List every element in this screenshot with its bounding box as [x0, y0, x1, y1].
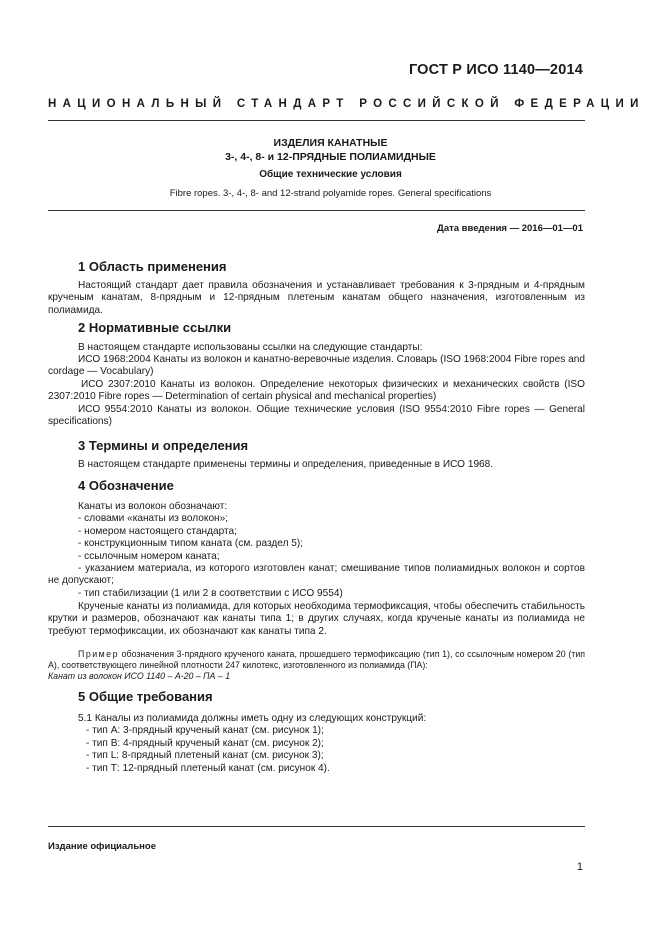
- construction-type-item: [48, 750, 585, 762]
- reference-iso-2307-text: ИСО 2307:2010 Канаты из волокон. Определение некоторых физических и механических свойств (ISO 2307:2010 Fibre ropes — Determination of certain physical and mechanical properties): [48, 379, 585, 403]
- header-divider: [48, 120, 585, 121]
- title-divider: [48, 210, 585, 211]
- section-1-heading: 1 Область применения: [78, 259, 227, 274]
- designation-item: [48, 526, 585, 538]
- construction-type-item: [48, 738, 585, 750]
- reference-iso-1968-text: ИСО 1968:2004 Канаты из волокон и канатно-веревочные изделия. Словарь (ISO 1968:2004 Fibre ropes and cordage — Vocabulary): [48, 354, 585, 378]
- designation-item-text: - указанием материала, из которого изготовлен канат; смешивание типов полиамидных волокон и сортов не допускают;: [48, 563, 585, 587]
- reference-iso-9554: [48, 404, 585, 429]
- document-title-line2: 3-, 4-, 8- и 12-ПРЯДНЫЕ ПОЛИАМИДНЫЕ: [225, 151, 436, 163]
- english-title: Fibre ropes. 3-, 4-, 8- and 12-strand polyamide ropes. General specifications: [169, 188, 492, 199]
- section-5-heading: 5 Общие требования: [78, 689, 213, 704]
- section-2-intro: [48, 342, 585, 354]
- section-4-intro-text: Канаты из волокон обозначают:: [78, 501, 228, 512]
- section-1-text: [48, 280, 585, 317]
- designation-item-text: - тип стабилизации (1 или 2 в соответствии с ИСО 9554): [78, 588, 343, 599]
- designation-item: [48, 551, 585, 563]
- introduction-date: Дата введения — 2016—01—01: [437, 223, 583, 234]
- section-5-intro: [48, 713, 585, 725]
- section-4-intro: [48, 501, 585, 513]
- construction-type-item: [48, 763, 585, 775]
- section-2-heading: 2 Нормативные ссылки: [78, 320, 232, 335]
- designation-item: [48, 563, 585, 588]
- construction-type-item: [48, 725, 585, 737]
- standard-code: ГОСТ Р ИСО 1140—2014: [408, 62, 583, 78]
- official-edition-label: Издание официальное: [48, 841, 156, 852]
- designation-item-text: - словами «канаты из волокон»;: [78, 513, 229, 524]
- reference-iso-9554-text: ИСО 9554:2010 Канаты из волокон. Общие технические условия (ISO 9554:2010 Fibre ropes — General specifications): [48, 404, 585, 428]
- example-text: обозначения 3-прядного крученого каната, прошедшего термофиксацию (тип 1), со ссылочным номером 20 (тип А), соответствующего линейной плотности 247 килотекс, изготовленного из полиамида (ПА):: [48, 649, 585, 670]
- footer-divider: [48, 826, 585, 827]
- construction-type-text: - тип В: 4-прядный крученый канат (см. рисунок 2);: [86, 738, 324, 749]
- section-4-heading: 4 Обозначение: [78, 478, 174, 493]
- reference-iso-2307: [48, 379, 585, 404]
- page-number: 1: [576, 861, 583, 873]
- designation-example: [48, 649, 585, 671]
- section-3-heading: 3 Термины и определения: [78, 438, 249, 453]
- section-4-paragraph: [48, 601, 585, 638]
- designation-item-text: - конструкционным типом каната (см. раздел 5);: [78, 538, 304, 549]
- construction-type-text: - тип L: 8-прядный плетеный канат (см. рисунок 3);: [86, 750, 324, 761]
- reference-iso-1968: [48, 354, 585, 379]
- construction-type-text: - тип Т: 12-прядный плетеный канат (см. рисунок 4).: [86, 763, 330, 774]
- document-title-line1: ИЗДЕЛИЯ КАНАТНЫЕ: [273, 137, 388, 149]
- example-label: Пример: [78, 649, 119, 659]
- section-4-paragraph-text: Крученые канаты из полиамида, для которых необходима термофиксация, чтобы обеспечить стабильность крутки и размеров, обозначают как канаты типа 1; в других случаях, когда крученые канаты из полиамида не требуют термофиксации, их обозначают как канаты типа 2.: [48, 601, 585, 637]
- designation-item-text: - номером настоящего стандарта;: [78, 526, 237, 537]
- designation-item: [48, 538, 585, 550]
- section-3-body: В настоящем стандарте применены термины и определения, приведенные в ИСО 1968.: [78, 459, 494, 470]
- section-3-text: [48, 459, 585, 471]
- designation-item: [48, 513, 585, 525]
- construction-type-text: - тип А: 3-прядный крученый канат (см. рисунок 1);: [86, 725, 324, 736]
- designation-item: [48, 588, 585, 600]
- section-1-body: Настоящий стандарт дает правила обозначения и устанавливает требования к 3-прядным и 4-прядным крученым канатам, 8-прядным и 12-прядным плетеным канатам общего назначения, изготовленным из полиамида.: [48, 280, 585, 316]
- section-5-intro-text: 5.1 Каналы из полиамида должны иметь одну из следующих конструкций:: [78, 713, 427, 724]
- section-2-intro-text: В настоящем стандарте использованы ссылки на следующие стандарты:: [78, 342, 423, 353]
- example-designation-code: [48, 671, 585, 682]
- designation-item-text: - ссылочным номером каната;: [78, 551, 220, 562]
- document-subtitle: Общие технические условия: [259, 169, 402, 180]
- national-standard-title: НАЦИОНАЛЬНЫЙ СТАНДАРТ РОССИЙСКОЙ ФЕДЕРАЦИИ: [48, 98, 645, 110]
- example-code-text: Канат из волокон ИСО 1140 – А-20 – ПА – 1: [48, 671, 231, 681]
